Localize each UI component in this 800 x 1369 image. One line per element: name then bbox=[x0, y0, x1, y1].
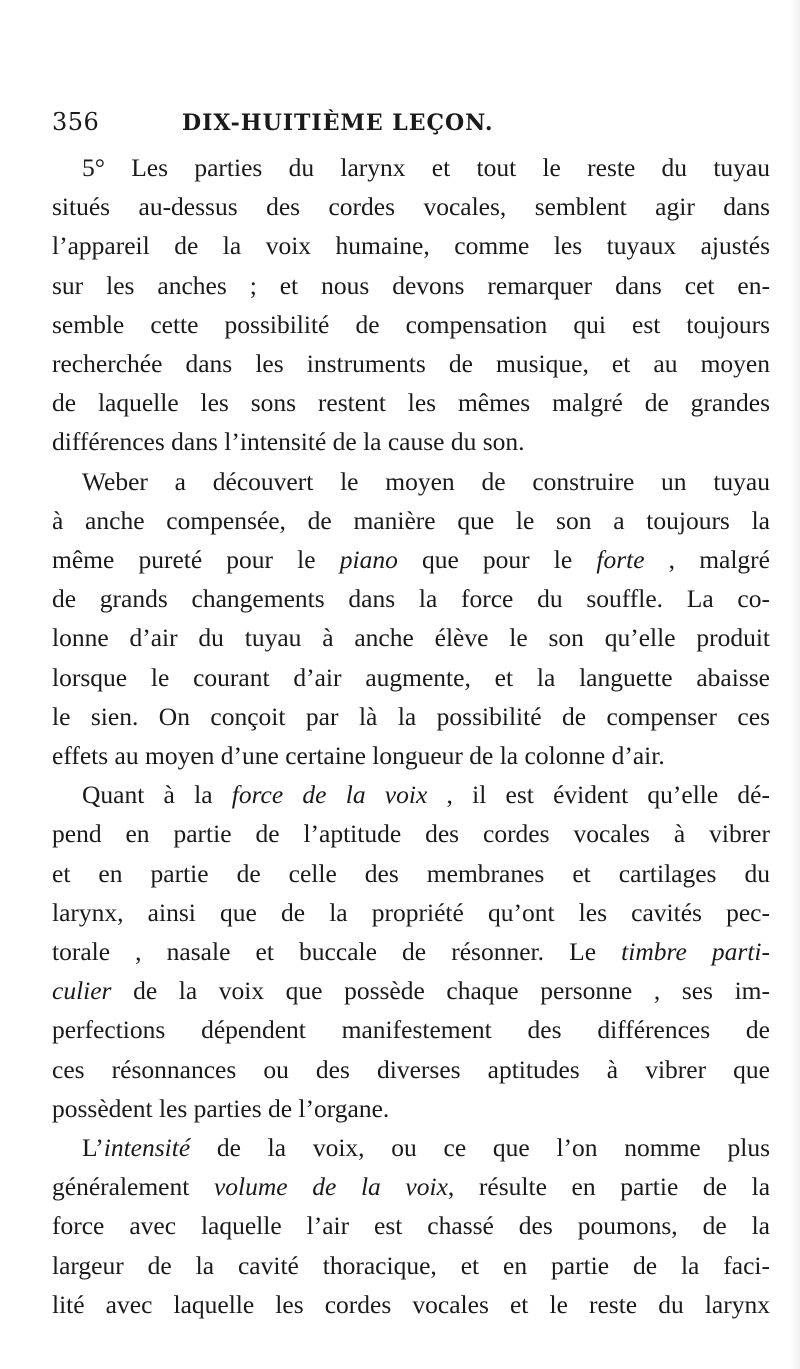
italic-term: force de la voix bbox=[231, 780, 428, 810]
text-line: situés au-dessus des cordes vocales, semblent agir dans bbox=[52, 192, 770, 222]
text-line: différences dans l’intensité de la cause du son. bbox=[52, 427, 525, 457]
text-line bbox=[52, 932, 770, 971]
text-line: sur les anches ; et nous devons remarquer dans cet en- bbox=[52, 270, 770, 300]
text-fragment: L’ bbox=[82, 1133, 104, 1163]
text-line: recherchée dans les instruments de musique, et au moyen bbox=[52, 349, 770, 379]
text-fragment: même pureté pour le bbox=[52, 545, 340, 575]
running-head: DIX-HUITIÈME LEÇON. bbox=[182, 110, 494, 136]
italic-term: intensité bbox=[103, 1133, 191, 1163]
text-line: l’appareil de la voix humaine, comme les tuyaux ajustés bbox=[52, 231, 770, 261]
text-line: ces résonnances ou des diverses aptitudes à vibrer que bbox=[52, 1054, 770, 1084]
italic-term: culier bbox=[52, 976, 112, 1006]
text-line: 5° Les parties du larynx et tout le reste du tuyau bbox=[82, 153, 770, 182]
text-line: de laquelle les sons restent les mêmes malgré de grandes bbox=[52, 388, 770, 418]
text-fragment: , il est évident qu’elle dé- bbox=[427, 780, 770, 810]
text-line: pend en partie de l’aptitude des cordes vocales à vibrer bbox=[52, 819, 770, 849]
text-fragment: généralement bbox=[52, 1172, 214, 1202]
text-line: possèdent les parties de l’organe. bbox=[52, 1093, 390, 1123]
text-line bbox=[52, 971, 770, 1010]
text-fragment: Quant à la bbox=[82, 780, 232, 810]
text-line: effets au moyen d’une certaine longueur de la colonne d’air. bbox=[52, 741, 665, 771]
text-line: semble cette possibilité de compensation qui est toujours bbox=[52, 309, 770, 339]
text-line: perfections dépendent manifestement des différences de bbox=[52, 1015, 770, 1045]
text-line bbox=[52, 1167, 770, 1206]
italic-term: piano bbox=[339, 545, 398, 575]
text-line: à anche compensée, de manière que le son a toujours la bbox=[52, 505, 770, 535]
text-fragment: de la voix, ou ce que l’on nomme plus bbox=[190, 1133, 770, 1163]
text-fragment: torale , nasale et buccale de résonner. Le bbox=[52, 937, 622, 967]
text-line bbox=[52, 1128, 770, 1167]
page-header bbox=[52, 108, 770, 148]
text-line: et en partie de celle des membranes et cartilages du bbox=[52, 858, 770, 888]
text-line bbox=[52, 775, 770, 814]
text-fragment: de la voix que possède chaque personne , ses im- bbox=[111, 976, 770, 1006]
text-line: largeur de la cavité thoracique, et en partie de la faci- bbox=[52, 1250, 770, 1280]
text-line: lorsque le courant d’air augmente, et la languette abaisse bbox=[52, 662, 770, 692]
text-line: force avec laquelle l’air est chassé des poumons, de la bbox=[52, 1211, 770, 1241]
text-fragment: que pour le bbox=[397, 545, 597, 575]
body-text bbox=[52, 148, 770, 1324]
italic-term: volume de la voix bbox=[213, 1172, 448, 1202]
text-fragment: , résulte en partie de la bbox=[447, 1172, 771, 1202]
page-edge-shadow bbox=[790, 0, 800, 1369]
italic-term: timbre parti- bbox=[621, 937, 770, 967]
italic-term: forte bbox=[596, 545, 645, 575]
text-line: lité avec laquelle les cordes vocales et le reste du larynx bbox=[52, 1289, 770, 1319]
text-line: lonne d’air du tuyau à anche élève le son qu’elle produit bbox=[52, 623, 770, 653]
text-line: de grands changements dans la force du souffle. La co- bbox=[52, 584, 770, 614]
text-line: le sien. On conçoit par là la possibilité de compenser ces bbox=[52, 701, 770, 731]
page-number: 356 bbox=[52, 108, 100, 136]
text-line bbox=[52, 540, 770, 579]
text-fragment: , malgré bbox=[644, 545, 770, 575]
text-line: Weber a découvert le moyen de construire un tuyau bbox=[82, 466, 770, 496]
book-page bbox=[52, 108, 770, 1324]
text-line: larynx, ainsi que de la propriété qu’ont les cavités pec- bbox=[52, 897, 770, 927]
